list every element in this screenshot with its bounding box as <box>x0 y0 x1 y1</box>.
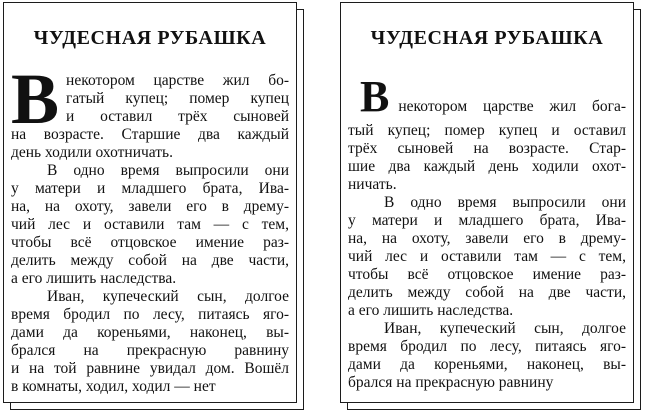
text-line: брался на прекрасную равнину <box>11 342 289 359</box>
paragraph <box>348 72 626 194</box>
text-line: чий лес и оставили там — с тем, <box>11 216 289 233</box>
text-line: время бродил по лесу, питаясь яго- <box>11 306 289 323</box>
raised-cap: В <box>360 72 390 121</box>
text-line: делить между собой на две части, <box>11 252 289 269</box>
page-title: ЧУДЕСНАЯ РУБАШКА <box>33 27 267 49</box>
left-page[interactable] <box>3 2 297 403</box>
text-line: Иван, купеческий сын, долгое <box>384 320 626 337</box>
page-body <box>11 59 289 396</box>
text-line: на, на охоту, завели его в дрему- <box>348 230 626 247</box>
paragraph <box>11 288 289 396</box>
text-line: в комнаты, ходил, ходил — нет <box>11 378 216 395</box>
text-line: чий лес и оставили там — с тем, <box>348 248 626 265</box>
text-line: шие два каждый день ходили охот- <box>348 158 626 175</box>
paragraph <box>348 194 626 320</box>
text-line: В одно время выпросили они <box>384 194 626 211</box>
text-line: день ходили охотничать. <box>11 144 173 161</box>
text-line: и на той равнине увидал дом. Вошёл <box>11 360 289 377</box>
text-line: дами да кореньями, наконец, вы- <box>11 324 289 341</box>
text-line: гатый купец; помер купец <box>66 90 289 107</box>
text-line: у матери и младшего брата, Ива- <box>11 180 289 197</box>
text-line: и оставил трёх сыновей <box>66 108 289 125</box>
text-line: некотором царстве жил бо- <box>66 72 289 89</box>
text-line: В одно время выпросили они <box>47 162 289 179</box>
text-line: Иван, купеческий сын, долгое <box>47 288 289 305</box>
text-line: на возрасте. Старшие два каждый <box>11 126 289 143</box>
text-line: у матери и младшего брата, Ива- <box>348 212 626 229</box>
text-line: чтобы всё отцовское имение раз- <box>348 266 626 283</box>
right-page-stack <box>340 2 642 412</box>
paragraph <box>11 162 289 288</box>
drop-cap: В <box>11 59 60 139</box>
text-line: время бродил по лесу, питаясь яго- <box>348 338 626 355</box>
paragraph <box>348 320 626 392</box>
text-line: ничать. <box>348 176 397 193</box>
page-body <box>348 72 626 392</box>
text-line: чтобы всё отцовское имение раз- <box>11 234 289 251</box>
text-line: тый купец; помер купец и оставил <box>348 122 626 139</box>
page-title: ЧУДЕСНАЯ РУБАШКА <box>370 27 604 49</box>
text-line: дами да кореньями, наконец, вы- <box>348 356 626 373</box>
text-line: а его лишить наследства. <box>348 302 514 319</box>
text-line: а его лишить наследства. <box>11 270 177 287</box>
text-line: Внекотором царстве жил бога- <box>360 72 626 121</box>
paragraph <box>11 59 289 162</box>
text-line: брался на прекрасную равнину <box>348 374 554 391</box>
text-line: трёх сыновей на возрасте. Стар- <box>348 140 626 157</box>
left-page-stack <box>3 2 305 412</box>
text-line: делить между собой на две части, <box>348 284 626 301</box>
right-page[interactable] <box>340 2 634 403</box>
text-line: на, на охоту, завели его в дрему- <box>11 198 289 215</box>
